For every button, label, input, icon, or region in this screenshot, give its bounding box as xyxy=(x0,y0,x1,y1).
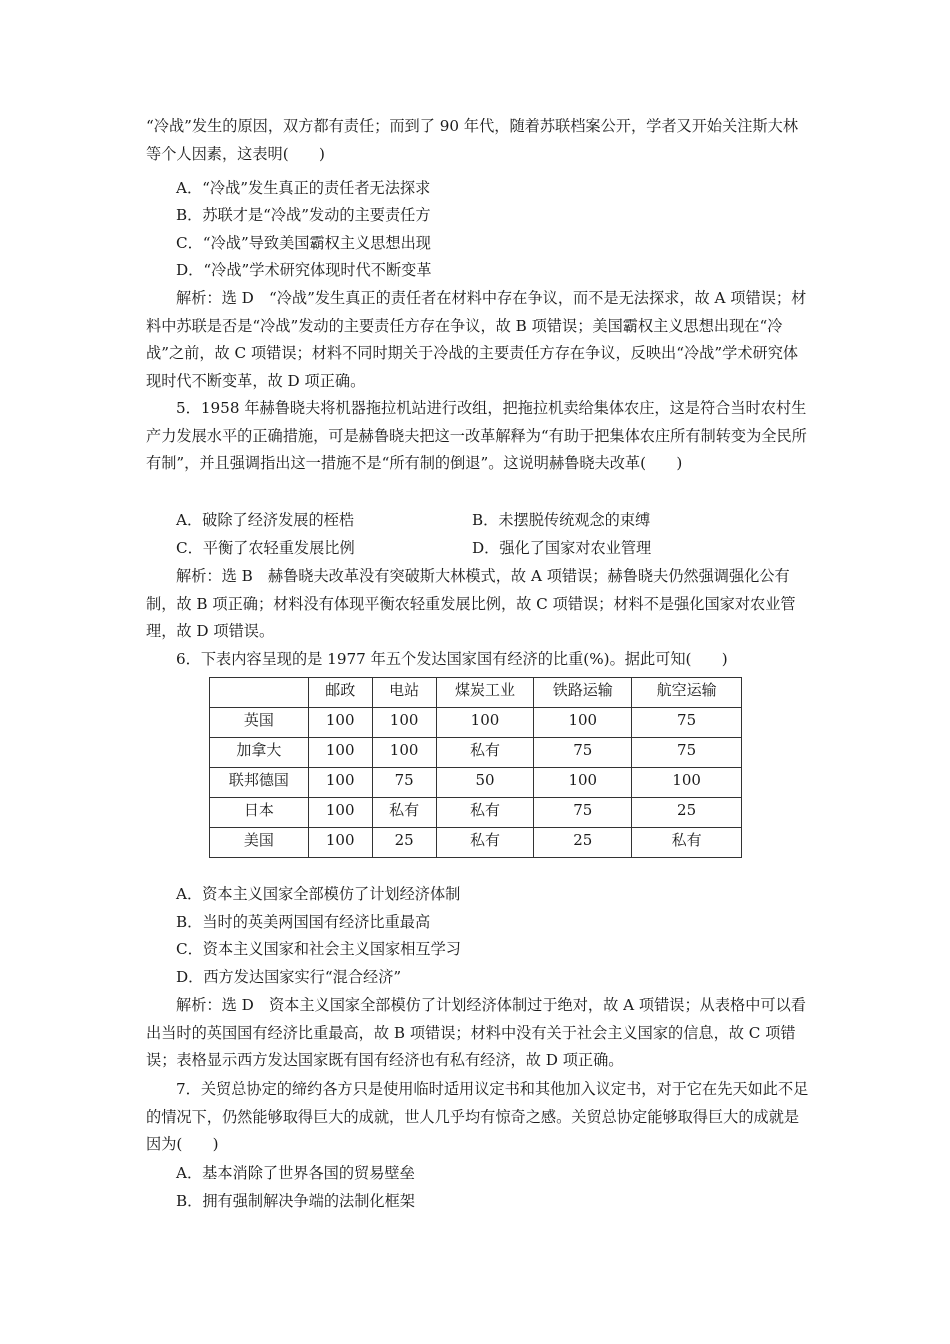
table-cell: 私有 xyxy=(436,798,534,828)
question-7-stem: 7．关贸总协定的缔约各方只是使用临时适用议定书和其他加入议定书，对于它在先天如此不足的情况下，仍然能够取得巨大的成就，世人几乎均有惊奇之感。关贸总协定能够取得巨大的成就是因为( ) xyxy=(146,1080,809,1153)
table-header-row xyxy=(210,678,742,708)
table-cell: 加拿大 xyxy=(210,738,309,768)
table-cell: 100 xyxy=(308,738,372,768)
q5-option-d: D．强化了国家对农业管理 xyxy=(472,539,652,557)
table-cell: 100 xyxy=(436,708,534,738)
table-cell: 75 xyxy=(534,798,632,828)
q5-option-b: B．未摆脱传统观念的束缚 xyxy=(472,511,651,529)
table-cell: 75 xyxy=(372,768,436,798)
table-cell: 联邦德国 xyxy=(210,768,309,798)
table-cell: 私有 xyxy=(632,828,742,858)
table-cell: 100 xyxy=(308,798,372,828)
table-row xyxy=(210,738,742,768)
table-cell: 100 xyxy=(534,768,632,798)
table-cell: 100 xyxy=(308,828,372,858)
table-cell: 25 xyxy=(372,828,436,858)
table-cell: 100 xyxy=(372,738,436,768)
q5-analysis: 解析：选 B 赫鲁晓夫改革没有突破斯大林模式，故 A 项错误；赫鲁晓夫仍然强调强化公有制，故 B 项正确；材料没有体现平衡农轻重发展比例，故 C 项错误；材料不是强化国家对农业管理，故 D 项错误。 xyxy=(146,567,796,640)
table-cell: 私有 xyxy=(372,798,436,828)
table-header-cell: 煤炭工业 xyxy=(436,678,534,708)
table-row xyxy=(210,768,742,798)
q4-option-a: A．“冷战”发生真正的责任者无法探求 xyxy=(176,179,431,197)
table-cell: 75 xyxy=(632,708,742,738)
q5-option-a: A．破除了经济发展的桎梏 xyxy=(176,511,355,529)
table-cell: 100 xyxy=(534,708,632,738)
q7-option-b: B．拥有强制解决争端的法制化框架 xyxy=(176,1192,415,1210)
table-cell: 100 xyxy=(308,708,372,738)
table-cell: 100 xyxy=(372,708,436,738)
table-cell: 100 xyxy=(308,768,372,798)
table-cell: 25 xyxy=(534,828,632,858)
state-economy-table xyxy=(209,677,742,858)
q4-option-c: C．“冷战”导致美国霸权主义思想出现 xyxy=(176,234,431,252)
table-cell: 75 xyxy=(534,738,632,768)
q6-analysis: 解析：选 D 资本主义国家全部模仿了计划经济体制过于绝对，故 A 项错误；从表格中可以看出当时的英国国有经济比重最高，故 B 项错误；材料中没有关于社会主义国家的信息，故 C 项错误；表格显示西方发达国家既有国有经济也有私有经济，故 D 项正确。 xyxy=(146,996,806,1069)
table-cell: 75 xyxy=(632,738,742,768)
table-header-cell: 邮政 xyxy=(308,678,372,708)
question-5-stem: 5．1958 年赫鲁晓夫将机器拖拉机站进行改组，把拖拉机卖给集体农庄，这是符合当时农村生产力发展水平的正确措施，可是赫鲁晓夫把这一改革解释为“有助于把集体农庄所有制转变为全民所有制”，并且强调指出这一措施不是“所有制的倒退”。这说明赫鲁晓夫改革( ) xyxy=(146,399,807,472)
q4-analysis: 解析：选 D “冷战”发生真正的责任者在材料中存在争议，而不是无法探求，故 A 项错误；材料中苏联是否是“冷战”发动的主要责任方存在争议，故 B 项错误；美国霸权主义思想出现在“冷战”之前，故 C 项错误；材料不同时期关于冷战的主要责任方存在争议，反映出“冷战”学术研究体现时代不断变革，故 D 项正确。 xyxy=(146,289,807,390)
table-cell: 100 xyxy=(632,768,742,798)
table-cell: 日本 xyxy=(210,798,309,828)
table-header-cell: 铁路运输 xyxy=(534,678,632,708)
table-row xyxy=(210,708,742,738)
question-4-stem-continuation: “冷战”发生的原因，双方都有责任；而到了 90 年代，随着苏联档案公开，学者又开始关注斯大林等个人因素，这表明( ) xyxy=(146,117,799,163)
q4-option-d: D．“冷战”学术研究体现时代不断变革 xyxy=(176,261,432,279)
table-header-cell: 电站 xyxy=(372,678,436,708)
table-cell: 英国 xyxy=(210,708,309,738)
table-cell: 美国 xyxy=(210,828,309,858)
q6-option-b: B．当时的英美两国国有经济比重最高 xyxy=(176,913,431,931)
q6-option-a: A．资本主义国家全部模仿了计划经济体制 xyxy=(176,885,461,903)
table-cell: 私有 xyxy=(436,738,534,768)
q6-option-d: D．西方发达国家实行“混合经济” xyxy=(176,968,402,986)
q4-option-b: B．苏联才是“冷战”发动的主要责任方 xyxy=(176,206,431,224)
table-header-cell xyxy=(210,678,309,708)
table-row xyxy=(210,828,742,858)
q6-option-c: C．资本主义国家和社会主义国家相互学习 xyxy=(176,940,461,958)
table-cell: 50 xyxy=(436,768,534,798)
table-header-cell: 航空运输 xyxy=(632,678,742,708)
q7-option-a: A．基本消除了世界各国的贸易壁垒 xyxy=(176,1164,415,1182)
question-6-stem: 6．下表内容呈现的是 1977 年五个发达国家国有经济的比重(%)。据此可知( ) xyxy=(176,650,728,668)
table-cell: 私有 xyxy=(436,828,534,858)
table-row xyxy=(210,798,742,828)
table-cell: 25 xyxy=(632,798,742,828)
q5-option-c: C．平衡了农轻重发展比例 xyxy=(176,539,355,557)
